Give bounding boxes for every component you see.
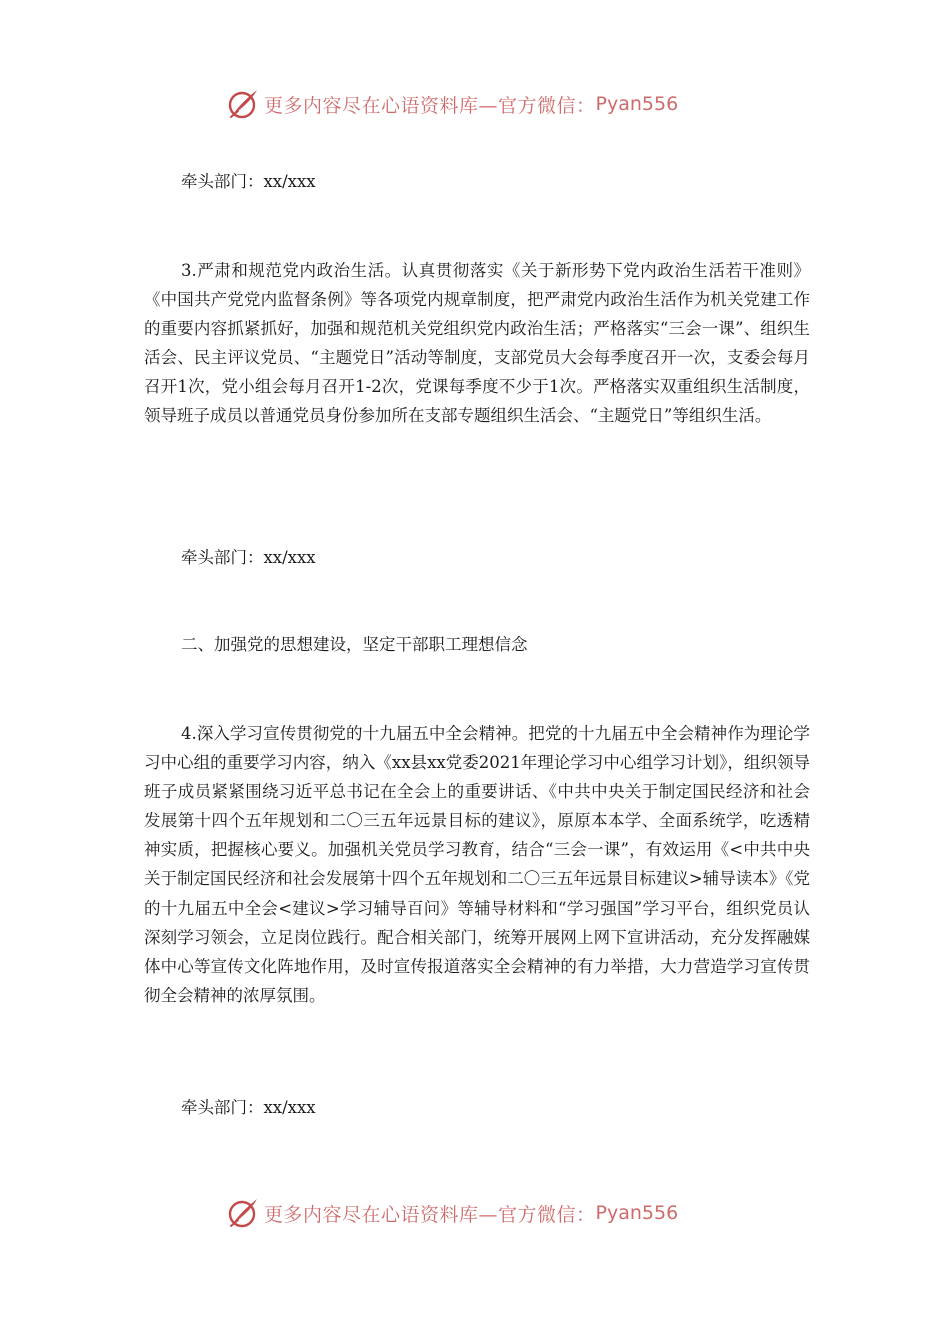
paragraph-item-4: 4.深入学习宣传贯彻党的十九届五中全会精神。把党的十九届五中全会精神作为理论学习中心组的重要学习内容，纳入《xx县xx党委2021年理论学习中心组学习计划》，组织领导班子成员紧紧围绕习近平总书记在全会上的重要讲话、《中共中央关于制定国民经济和社会发展第十四个五年规划和二〇三五年远景目标的建议》，原原本本学、全面系统学，吃透精神实质，把握核心要义。加强机关党员学习教育，结合“三会一课”，有效运用《<中共中央关于制定国民经济和社会发展第十四个五年规划和二〇三五年远景目标建议>辅导读本》《党的十九届五中全会<建议>学习辅导百问》等辅导材料和“学习强国”学习平台，组织党员认深刻学习领会，立足岗位践行。配合相关部门，统筹开展网上网下宣讲活动，充分发挥融媒体中心等宣传文化阵地作用，及时宣传报道落实全会精神的有力举措，大力营造学习宣传贯彻全会精神的浓厚氛围。 bbox=[144, 724, 810, 1005]
quill-pen-logo-icon bbox=[226, 1196, 260, 1230]
paragraph-item-3: 3.严肃和规范党内政治生活。认真贯彻落实《关于新形势下党内政治生活若干准则》《中国共产党党内监督条例》等各项党内规章制度，把严肃党内政治生活作为机关党建工作的重要内容抓紧抓好，加强和规范机关党组织党内政治生活；严格落实“三会一课”、组织生活会、民主评议党员、“主题党日”活动等制度，支部党员大会每季度召开一次，支委会每月召开1次，党小组会每月召开1-2次，党课每季度不少于1次。严格落实双重组织生活制度，领导班子成员以普通党员身份参加所在支部专题组织生活会、“主题党日”等组织生活。 bbox=[144, 261, 810, 426]
footer-banner bbox=[226, 1195, 678, 1231]
banner-text: 更多内容尽在心语资料库—官方微信： bbox=[264, 1203, 596, 1226]
lead-department-line: 牵头部门：xx/xxx bbox=[181, 548, 316, 567]
wechat-handle: Pyan556 bbox=[595, 93, 679, 115]
wechat-handle: Pyan556 bbox=[595, 1202, 679, 1224]
banner-text: 更多内容尽在心语资料库—官方微信： bbox=[264, 94, 596, 117]
quill-pen-logo-icon bbox=[226, 87, 260, 121]
header-banner bbox=[226, 86, 678, 122]
lead-department-line: 牵头部门：xx/xxx bbox=[181, 1098, 316, 1117]
lead-department-line: 牵头部门：xx/xxx bbox=[181, 172, 316, 191]
section-heading: 二、加强党的思想建设，坚定干部职工理想信念 bbox=[181, 635, 528, 654]
